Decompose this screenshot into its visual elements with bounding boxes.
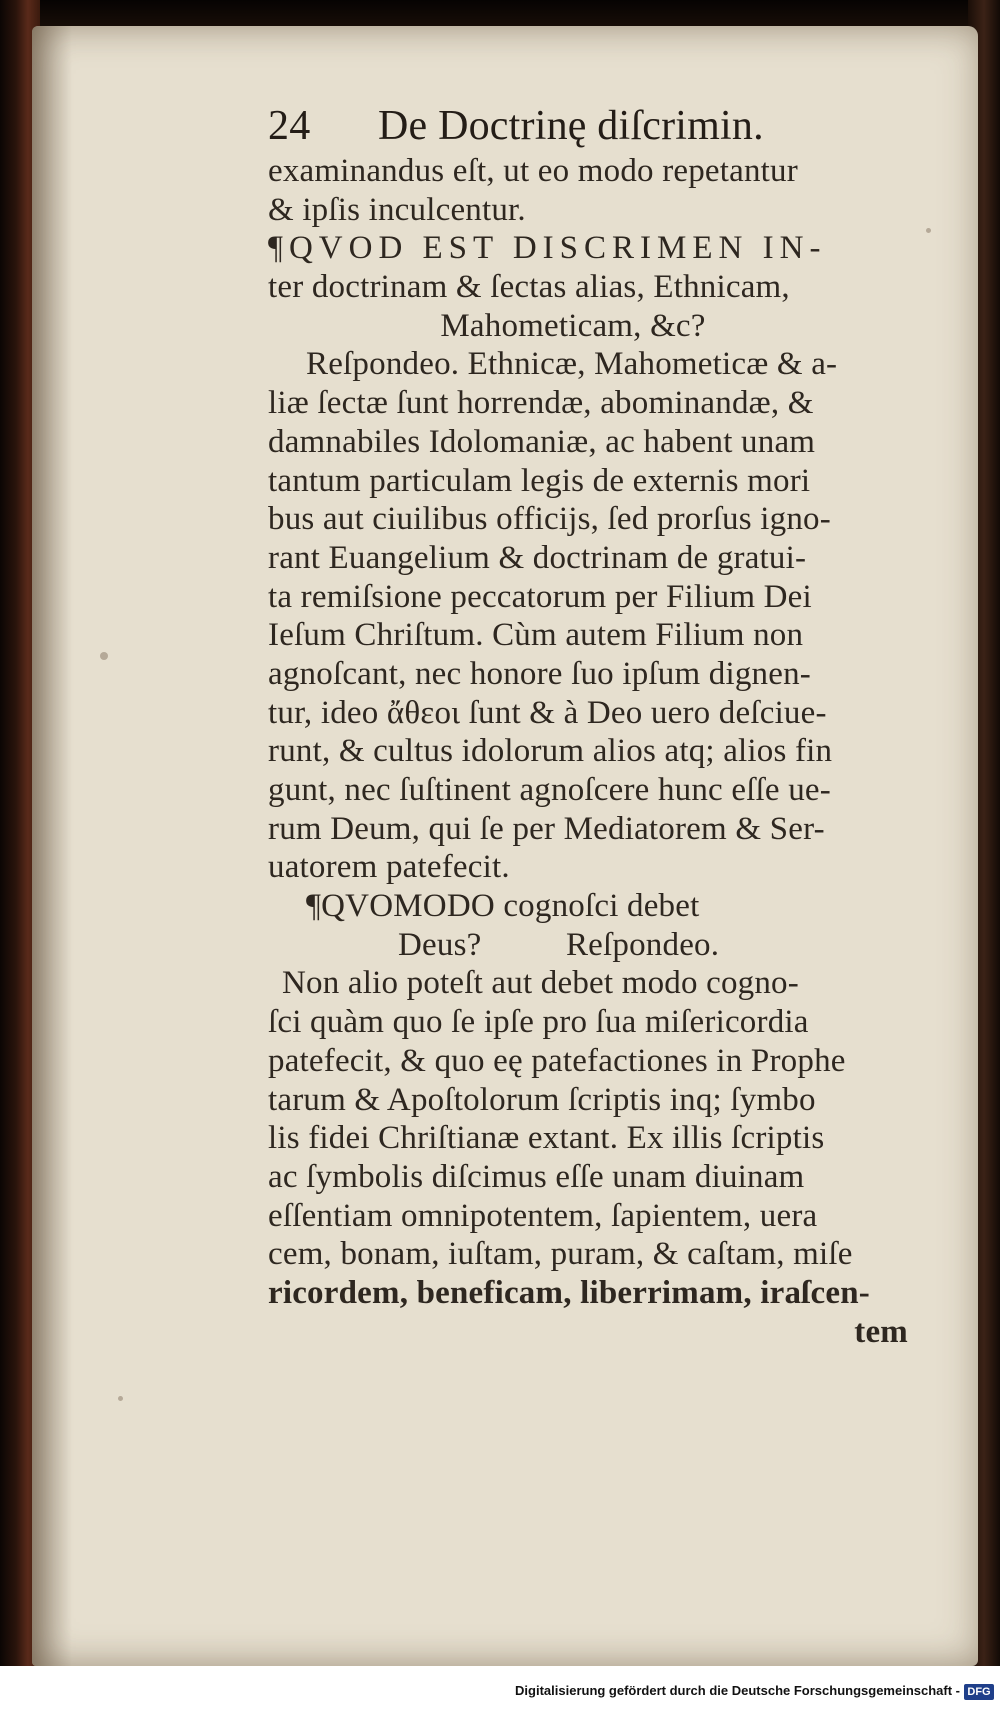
section-heading-line: Mahometicam, &c? — [440, 307, 706, 344]
text-line: bus aut ciuilibus officijs, ſed prorſus igno- — [268, 501, 831, 538]
text-line: rant Euangelium & doctrinam de gratui- — [268, 539, 807, 576]
text-line: damnabiles Idolomaniæ, ac habent unam — [268, 423, 816, 460]
text-line: ac ſymbolis diſcimus eſſe unam diuinam — [268, 1158, 805, 1195]
paper-spot — [100, 652, 108, 660]
text-line: tantum particulam legis de externis mori — [268, 462, 811, 499]
funding-credit: Digitalisierung gefördert durch die Deutsche Forschungsgemeinschaft - — [515, 1683, 960, 1698]
text-line: ſci quàm quo ſe ipſe pro ſua miſericordia — [268, 1004, 809, 1041]
text-line: tarum & Apoſtolorum ſcriptis inq; ſymbo — [268, 1081, 816, 1118]
text-line: agnoſcant, nec honore ſuo ipſum dignen- — [268, 655, 811, 692]
text-line: liæ ſectæ ſunt horrendæ, abominandæ, & — [268, 385, 814, 422]
dfg-logo-icon: DFG — [964, 1684, 994, 1700]
text-line: uatorem patefecit. — [268, 849, 510, 886]
text-line: tur, ideo ἄθεοι ſunt & à Deo uero deſciue- — [268, 694, 827, 731]
text-line: lis fidei Chriſtianæ extant. Ex illis ſcriptis — [268, 1120, 825, 1157]
section-heading-line: ter doctrinam & ſectas alias, Ethnicam, — [268, 269, 790, 306]
page-number: 24 — [268, 103, 311, 149]
text-line: & ipſis inculcentur. — [268, 191, 526, 228]
text-line: Ieſum Chriſtum. Cùm autem Filium non — [268, 617, 804, 654]
digitization-footer — [0, 1666, 1000, 1710]
text-line: ricordem, beneficam, liberrimam, iraſcen- — [268, 1274, 870, 1311]
text-line: cem, bonam, iuſtam, puram, & caſtam, miſe — [268, 1236, 853, 1273]
running-title: De Doctrinę diſcrimin. — [378, 103, 764, 149]
catchword: tem — [854, 1313, 908, 1350]
text-line: eſſentiam omnipotentem, ſapientem, uera — [268, 1197, 818, 1234]
text-line: ta remiſsione peccatorum per Filium Dei — [268, 578, 812, 615]
section-heading-line: Deus? Reſpondeo. — [398, 926, 720, 963]
gutter-shadow — [32, 26, 72, 1666]
text-line: examinandus eſt, ut eo modo repetantur — [268, 153, 798, 189]
text-line: gunt, nec ſuſtinent agnoſcere hunc eſſe ue- — [268, 772, 831, 808]
page-text — [268, 100, 948, 1351]
text-line: rum Deum, qui ſe per Mediatorem & Ser- — [268, 810, 825, 847]
text-line: Non alio poteſt aut debet modo cogno- — [282, 965, 799, 1002]
running-head — [268, 100, 948, 152]
paper-spot — [118, 1396, 123, 1401]
section-heading-line: ¶QVOMODO cognoſci debet — [306, 888, 700, 925]
text-line: runt, & cultus idolorum alios atq; alios fin — [268, 733, 833, 770]
text-line: patefecit, & quo eę patefactiones in Prophe — [268, 1042, 846, 1079]
text-line: Reſpondeo. Ethnicæ, Mahometicæ & a- — [306, 346, 838, 383]
section-heading-line: ¶QVOD EST DISCRIMEN IN- — [268, 230, 827, 267]
